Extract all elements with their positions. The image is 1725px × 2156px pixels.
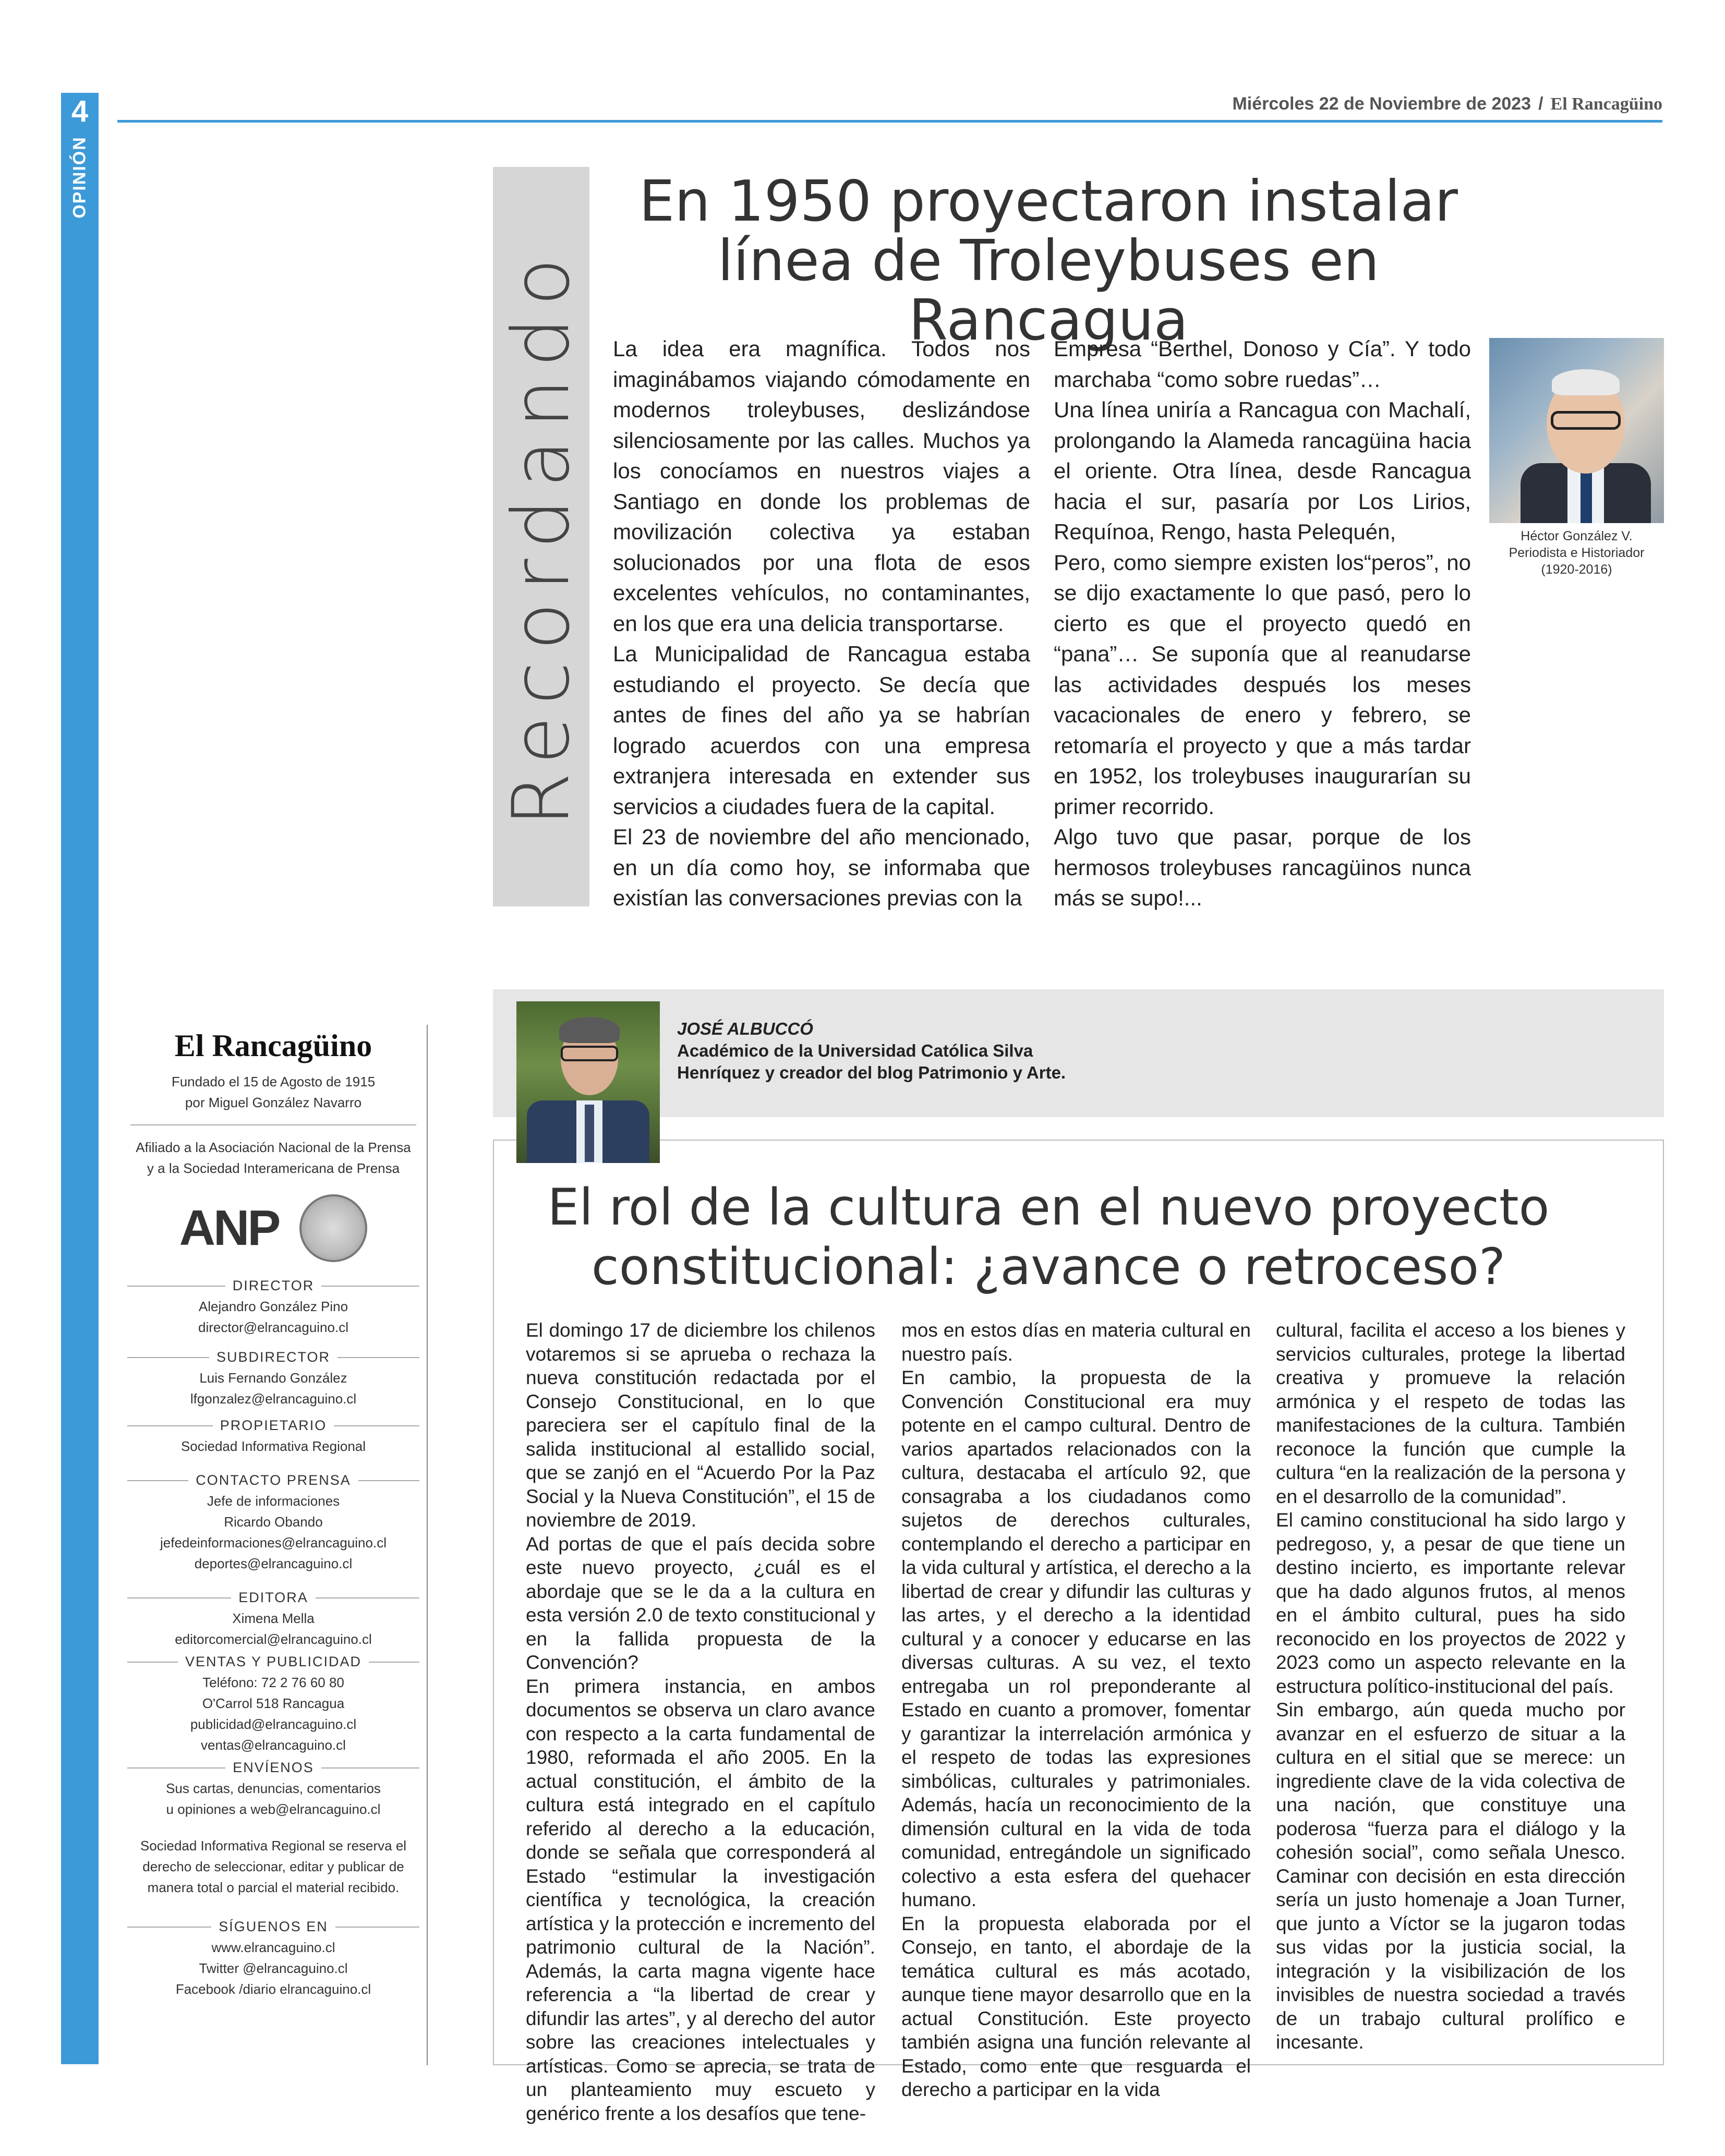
paragraph: Pero, como siempre existen los“peros”, no se dijo exactamente lo que pasó, pero lo cierto es que el proyecto quedó en “pana”… Se suponía que al reanudarse las actividades después los meses vacacionales de enero y febrero, se retomaría el proyecto y que a más tardar en 1952, los troleybuses inaugurarían su primer recorrido. [1054,550,1471,819]
affiliation-line: y a la Sociedad Interamericana de Prensa [147,1160,400,1176]
section-heading: DIRECTOR [120,1278,427,1294]
section-label [61,136,99,219]
director-email[interactable]: director@elrancaguino.cl [198,1319,348,1335]
author-role: Periodista e Historiador [1509,546,1645,560]
author-name: Héctor González V. [1521,529,1633,543]
section-heading: SUBDIRECTOR [120,1349,427,1365]
author-role: Académico de la Universidad Católica Silva [677,1041,1033,1060]
paragraph: En cambio, la propuesta de la Convención Constitucional era muy potente en el campo cultural. Dentro de varios apartados relacionados con la cultura, destacaba el artículo 92, que consagraba a los ciudadanos como sujetos de derechos culturales, contemplando el derecho a participar en la vida cultural y artística, el derecho a la libertad de crear y difundir las culturas y las artes, y el derecho a la identidad cultural y a conocer y educarse en las diversas culturas. A su vez, el texto entregaba un rol preponderante al Estado en cuanto a promover, fomentar y garantizar la interrelación armónica y el respeto de todas las expresiones simbólicas, culturales y patrimoniales. Además, hacía un reconocimiento de la dimensión cultural en la vida de toda comunidad, entregándole un significado colectivo a esta esfera del quehacer humano. [901,1367,1251,1910]
editor-name: Ximena Mella [232,1610,315,1626]
author-role: Henríquez y creador del blog Patrimonio y Arte. [677,1063,1066,1082]
press-role: Jefe de informaciones [207,1493,340,1509]
section-heading: PROPIETARIO [120,1418,427,1434]
sales-email[interactable]: ventas@elrancaguino.cl [201,1737,346,1753]
affiliation-line: Afiliado a la Asociación Nacional de la Prensa [136,1140,411,1155]
article-title: El rol de la cultura en el nuevo proyecto constitucional: ¿avance o retroceso? [547,1178,1550,1296]
founded-line: por Miguel González Navarro [185,1095,362,1110]
disclaimer-line: Sociedad Informativa Regional se reserva el [140,1838,407,1854]
header-separator: / [1538,94,1543,114]
owner-name: Sociedad Informativa Regional [180,1438,366,1454]
disclaimer-line: manera total o parcial el material recibido. [147,1880,400,1895]
issue-date: Miércoles 22 de Noviembre de 2023 [1232,94,1531,114]
author-photo [516,1001,660,1163]
editor-email[interactable]: editorcomercial@elrancaguino.cl [175,1631,372,1647]
facebook-link[interactable]: Facebook /diario elrancaguino.cl [175,1981,371,1997]
paragraph: El camino constitucional ha sido largo y pedregoso, y, a pesar de que tiene un destino incierto, es importante relevar que ha dado algunos frutos, al menos en el ámbito cultural, pues ha sido reconocido en los proyectos de 2022 y 2023 como un aspecto relevante en la estructura político-institucional del país. [1276,1509,1625,1697]
author-name: JOSÉ ALBUCCÓ [677,1019,813,1038]
sip-logo [299,1194,367,1262]
section-strip [61,93,99,2064]
masthead-title: El Rancagüino [174,1028,372,1063]
section-heading: EDITORA [120,1590,427,1606]
disclaimer-line: derecho de seleccionar, editar y publicar de [142,1859,404,1874]
section-heading: SÍGUENOS EN [120,1919,427,1935]
anp-logo: ANP [179,1200,279,1256]
sales-address: O'Carrol 518 Rancagua [202,1695,345,1711]
website-link[interactable]: www.elrancaguino.cl [211,1940,335,1955]
masthead [120,1025,428,2065]
director-name: Alejandro González Pino [198,1299,348,1314]
article-column [1054,334,1471,914]
paragraph: En la propuesta elaborada por el Consejo, en tanto, el abordaje de la temática cultural es más acotado, aunque tiene mayor desarrollo que en la actual Constitución. Este proyecto también asigna una función relevante al Estado, como ente que resguarda el derecho a participar en la vida [901,1912,1251,2100]
paragraph: Sin embargo, aún queda mucho por avanzar en el esfuerzo de situar a la cultura en el sitial que se merece: un ingrediente clave de la vida colectiva de una nación, que constituye una poderosa “fuerza para el diálogo y la cohesión social”, como señala Unesco. Caminar con decisión en esta dirección sería un justo homenaje a Joan Turner, que junto a Víctor se la jugaron todas sus vidas por la justicia social, la integración y la visibilización de los invisibles de nuestra sociedad a través de un trabajo cultural prolífico e incesante. [1276,1699,1625,2053]
paragraph: Ad portas de que el país decida sobre este nuevo proyecto, ¿cuál es el abordaje que se le da a la cultura en esta versión 2.0 de texto constitucional y en la fallida propuesta de la Convención? [526,1533,875,1673]
page-header [1232,94,1662,114]
article-column [613,334,1030,914]
paragraph: cultural, facilita el acceso a los bienes y servicios culturales, protege la libertad creativa y promueve la relación armónica y el respeto de todas las manifestaciones de la cultura. También reconoce la función que cumple la cultura “en la realización de la persona y en el desarrollo de la comunidad”. [1276,1319,1625,1507]
founded-line: Fundado el 15 de Agosto de 1915 [171,1074,376,1089]
paragraph: mos en estos días en materia cultural en nuestro país. [901,1319,1251,1365]
article-column [526,1318,875,2125]
recordando-banner [493,167,589,906]
press-email[interactable]: jefedeinformaciones@elrancaguino.cl [160,1535,387,1551]
author-byline [677,1018,1147,1084]
send-line: u opiniones a web@elrancaguino.cl [166,1801,381,1817]
article-title: En 1950 proyectaron instalar línea de Troleybuses en Rancagua [639,169,1458,353]
author-photo [1489,338,1664,523]
subdirector-email[interactable]: lfgonzalez@elrancaguino.cl [190,1391,357,1407]
author-years: (1920-2016) [1541,562,1612,577]
paper-name: El Rancagüino [1550,94,1662,114]
twitter-link[interactable]: Twitter @elrancaguino.cl [199,1960,348,1976]
section-heading: ENVÍENOS [120,1760,427,1776]
sports-email[interactable]: deportes@elrancaguino.cl [194,1556,353,1571]
paragraph: El domingo 17 de diciembre los chilenos votaremos si se aprueba o rechaza la nueva constitución redactada por el Consejo Constitucional, en lo que pareciera ser el capítulo final de la salida institucional al estallido social, que se zanjó en el “Acuerdo Por la Paz Social y la Nueva Constitución”, el 15 de noviembre de 2019. [526,1319,875,1531]
paragraph: El 23 de noviembre del año mencionado, en un día como hoy, se informaba que existían las conversaciones previas con la [613,825,1030,910]
section-heading: CONTACTO PRENSA [120,1472,427,1488]
sales-email[interactable]: publicidad@elrancaguino.cl [190,1716,357,1732]
sales-phone: Teléfono: 72 2 76 60 80 [202,1675,344,1690]
section-heading: VENTAS Y PUBLICIDAD [120,1654,427,1670]
paragraph: La Municipalidad de Rancagua estaba estudiando el proyecto. Se decía que antes de fines del año ya se habrían logrado acuerdos con una empresa extranjera interesada en extender sus servicios a ciudades fuera de la capital. [613,641,1030,819]
paragraph: Una línea uniría a Rancagua con Machalí, prolongando la Alameda rancagüina hacia el oriente. Otra línea, desde Rancagua hacia el sur, pasaría por Los Lirios, Requínoa, Rengo, hasta Pelequén, [1054,397,1471,544]
header-rule [117,120,1662,123]
press-name: Ricardo Obando [224,1514,323,1530]
page-number: 4 [71,94,89,128]
subdirector-name: Luis Fernando González [199,1370,347,1386]
paragraph: La idea era magnífica. Todos nos imaginábamos viajando cómodamente en modernos troleybuses, deslizándose silenciosamente por las calles. Muchos ya los conocíamos en nuestros viajes a Santiago en donde los problemas de movilización colectiva ya estaban solucionados por una flota de esos excelentes vehículos, no contaminantes, en los que era una delicia transportarse. [613,336,1030,636]
author-caption [1489,528,1664,578]
article-column [1276,1318,1625,2054]
recordando-label: Recordando [496,246,587,827]
paragraph: Algo tuvo que pasar, porque de los hermosos troleybuses rancagüinos nunca más se supo!... [1054,825,1471,910]
paragraph: Empresa “Berthel, Donoso y Cía”. Y todo marchaba “como sobre ruedas”… [1054,336,1471,392]
send-line: Sus cartas, denuncias, comentarios [166,1780,381,1796]
divider [130,1124,416,1125]
article-column [901,1318,1251,2102]
association-logos [120,1184,427,1273]
paragraph: En primera instancia, en ambos documentos se observa un claro avance con respecto a la carta fundamental de 1980, reformada el año 2005. En la actual constitución, el ámbito de la cultura está integrado en el capítulo referido al derecho a la educación, donde se señala que corresponderá al Estado “estimular la investigación científica y tecnológica, la creación artística y la protección e incremento del patrimonio cultural de la Nación”. Además, la carta magna vigente hace referencia a “la libertad de crear y difundir las artes”, y al derecho del autor sobre las creaciones intelectuales y artísticas. Como se aprecia, se trata de un planteamiento muy escueto y genérico frente a los desafíos que tene- [526,1675,875,2124]
section-label-text: OPINIÓN [69,136,90,219]
